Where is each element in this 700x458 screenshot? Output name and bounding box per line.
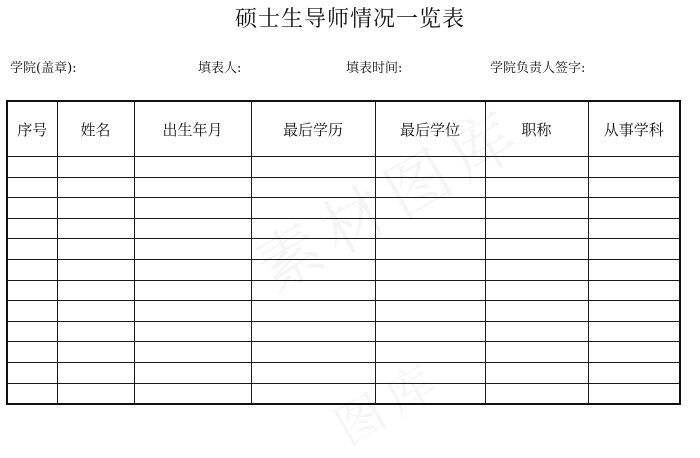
table-header-row xyxy=(7,101,680,157)
table-cell[interactable] xyxy=(134,157,251,178)
table-cell[interactable] xyxy=(588,362,680,383)
table-row xyxy=(7,218,680,239)
header-final-degree: 最后学位 xyxy=(375,101,485,157)
table-cell[interactable] xyxy=(485,383,588,404)
table-cell[interactable] xyxy=(588,177,680,198)
header-final-education: 最后学历 xyxy=(251,101,375,157)
table-cell[interactable] xyxy=(375,383,485,404)
table-cell[interactable] xyxy=(588,218,680,239)
header-birth-date: 出生年月 xyxy=(134,101,251,157)
table-cell[interactable] xyxy=(251,301,375,322)
table-cell[interactable] xyxy=(7,280,57,301)
table-cell[interactable] xyxy=(251,157,375,178)
table-cell[interactable] xyxy=(57,383,134,404)
table-cell[interactable] xyxy=(375,198,485,219)
table-cell[interactable] xyxy=(485,259,588,280)
table-cell[interactable] xyxy=(57,259,134,280)
table-row xyxy=(7,157,680,178)
table-cell[interactable] xyxy=(588,280,680,301)
college-stamp-label: 学院(盖章): xyxy=(10,61,77,76)
table-cell[interactable] xyxy=(375,177,485,198)
college-head-signature-label: 学院负责人签字: xyxy=(490,61,586,76)
header-title: 职称 xyxy=(485,101,588,157)
table-cell[interactable] xyxy=(375,362,485,383)
table-cell[interactable] xyxy=(485,157,588,178)
table-cell[interactable] xyxy=(134,239,251,260)
table-cell[interactable] xyxy=(57,342,134,363)
table-cell[interactable] xyxy=(485,301,588,322)
table-cell[interactable] xyxy=(251,342,375,363)
table-cell[interactable] xyxy=(57,301,134,322)
table-row xyxy=(7,301,680,322)
table-cell[interactable] xyxy=(251,280,375,301)
table-cell[interactable] xyxy=(375,218,485,239)
table-cell[interactable] xyxy=(57,321,134,342)
table-cell[interactable] xyxy=(375,321,485,342)
table-cell[interactable] xyxy=(7,362,57,383)
table-cell[interactable] xyxy=(251,198,375,219)
header-serial-number: 序号 xyxy=(7,101,57,157)
table-cell[interactable] xyxy=(57,198,134,219)
table-cell[interactable] xyxy=(588,198,680,219)
table-cell[interactable] xyxy=(485,321,588,342)
table-cell[interactable] xyxy=(375,259,485,280)
tutor-table xyxy=(6,100,681,405)
table-cell[interactable] xyxy=(485,177,588,198)
table-cell[interactable] xyxy=(375,301,485,322)
table-cell[interactable] xyxy=(57,239,134,260)
table-cell[interactable] xyxy=(485,280,588,301)
table-cell[interactable] xyxy=(7,321,57,342)
table-row xyxy=(7,259,680,280)
table-cell[interactable] xyxy=(485,198,588,219)
table-cell[interactable] xyxy=(485,218,588,239)
table-cell[interactable] xyxy=(57,218,134,239)
table-cell[interactable] xyxy=(251,383,375,404)
table-cell[interactable] xyxy=(134,177,251,198)
table-cell[interactable] xyxy=(588,239,680,260)
table-row xyxy=(7,239,680,260)
table-body xyxy=(7,157,680,405)
table-row xyxy=(7,383,680,404)
table-cell[interactable] xyxy=(588,383,680,404)
table-cell[interactable] xyxy=(7,342,57,363)
table-cell[interactable] xyxy=(7,383,57,404)
table-row xyxy=(7,342,680,363)
table-cell[interactable] xyxy=(588,157,680,178)
table-cell[interactable] xyxy=(57,362,134,383)
table-cell[interactable] xyxy=(134,301,251,322)
table-cell[interactable] xyxy=(134,362,251,383)
table-row xyxy=(7,321,680,342)
header-name: 姓名 xyxy=(57,101,134,157)
table-row xyxy=(7,280,680,301)
table-cell[interactable] xyxy=(375,342,485,363)
table-cell[interactable] xyxy=(134,218,251,239)
table-cell[interactable] xyxy=(134,198,251,219)
table-cell[interactable] xyxy=(251,259,375,280)
table-cell[interactable] xyxy=(57,157,134,178)
table-cell[interactable] xyxy=(7,177,57,198)
table-cell[interactable] xyxy=(485,239,588,260)
fill-date-label: 填表时间: xyxy=(346,61,403,76)
table-cell[interactable] xyxy=(7,239,57,260)
table-cell[interactable] xyxy=(375,280,485,301)
table-row xyxy=(7,177,680,198)
table-cell[interactable] xyxy=(134,342,251,363)
table-cell[interactable] xyxy=(375,239,485,260)
table-cell[interactable] xyxy=(588,259,680,280)
table-row xyxy=(7,362,680,383)
table-cell[interactable] xyxy=(588,321,680,342)
table-cell[interactable] xyxy=(134,321,251,342)
table-cell[interactable] xyxy=(251,239,375,260)
table-cell[interactable] xyxy=(57,280,134,301)
table-cell[interactable] xyxy=(485,342,588,363)
table-cell[interactable] xyxy=(7,301,57,322)
table-cell[interactable] xyxy=(588,301,680,322)
table-cell[interactable] xyxy=(134,280,251,301)
table-cell[interactable] xyxy=(134,259,251,280)
table-cell[interactable] xyxy=(375,157,485,178)
table-cell[interactable] xyxy=(251,362,375,383)
header-discipline: 从事学科 xyxy=(588,101,680,157)
table-row xyxy=(7,198,680,219)
page-title: 硕士生导师情况一览表 xyxy=(234,7,465,32)
table-cell[interactable] xyxy=(57,177,134,198)
table-cell[interactable] xyxy=(251,177,375,198)
table-cell[interactable] xyxy=(588,342,680,363)
table-cell[interactable] xyxy=(7,198,57,219)
table-cell[interactable] xyxy=(251,321,375,342)
table-cell[interactable] xyxy=(251,218,375,239)
table-cell[interactable] xyxy=(7,259,57,280)
table-cell[interactable] xyxy=(7,157,57,178)
filler-label: 填表人: xyxy=(198,61,242,76)
table-cell[interactable] xyxy=(134,383,251,404)
table-cell[interactable] xyxy=(7,218,57,239)
table-cell[interactable] xyxy=(485,362,588,383)
